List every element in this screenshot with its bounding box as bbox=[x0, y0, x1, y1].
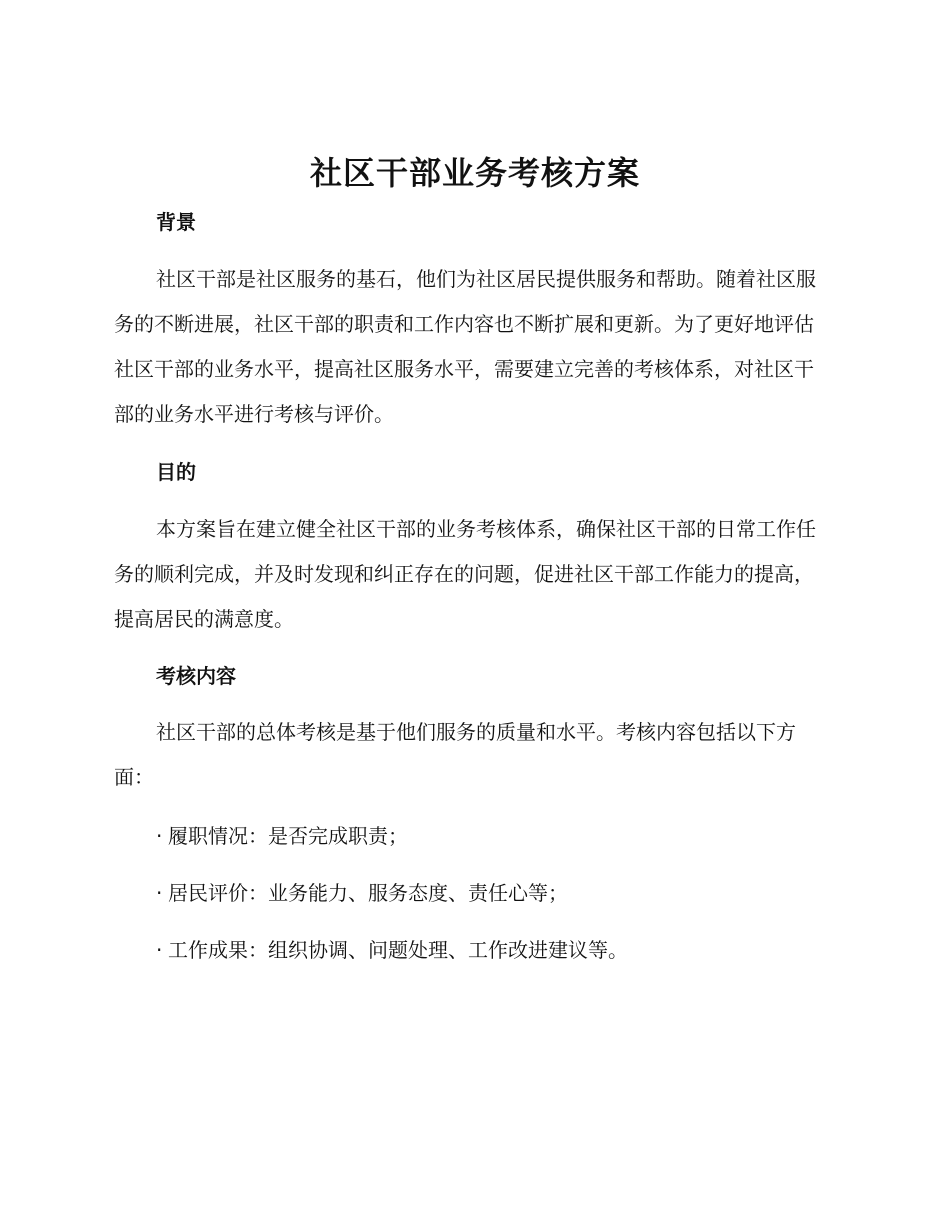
list-item bbox=[156, 879, 568, 907]
section-paragraph-background: 社区干部是社区服务的基石，他们为社区居民提供服务和帮助。随着社区服务的不断进展，社区干部的职责和工作内容也不断扩展和更新。为了更好地评估社区干部的业务水平，提高社区服务水平，需要建立完善的考核体系，对社区干部的业务水平进行考核与评价。 bbox=[114, 267, 816, 426]
section-heading-purpose: 目的 bbox=[156, 460, 196, 484]
list-item bbox=[156, 936, 628, 964]
section-paragraph-purpose: 本方案旨在建立健全社区干部的业务考核体系，确保社区干部的日常工作任务的顺利完成，并及时发现和纠正存在的问题，促进社区干部工作能力的提高，提高居民的满意度。 bbox=[114, 517, 816, 631]
list-item-text: 工作成果：组织协调、问题处理、工作改进建议等。 bbox=[168, 938, 628, 962]
bullet-marker: · bbox=[156, 881, 163, 905]
document-title: 社区干部业务考核方案 bbox=[309, 154, 640, 192]
list-item-text: 居民评价：业务能力、服务态度、责任心等； bbox=[168, 881, 568, 905]
section-heading-background: 背景 bbox=[156, 210, 196, 234]
list-item bbox=[156, 822, 408, 850]
section-heading-content: 考核内容 bbox=[156, 664, 236, 688]
section-paragraph-content: 社区干部的总体考核是基于他们服务的质量和水平。考核内容包括以下方面： bbox=[114, 720, 796, 789]
list-item-text: 履职情况：是否完成职责； bbox=[168, 824, 408, 848]
bullet-marker: · bbox=[156, 824, 163, 848]
bullet-marker: · bbox=[156, 938, 163, 962]
